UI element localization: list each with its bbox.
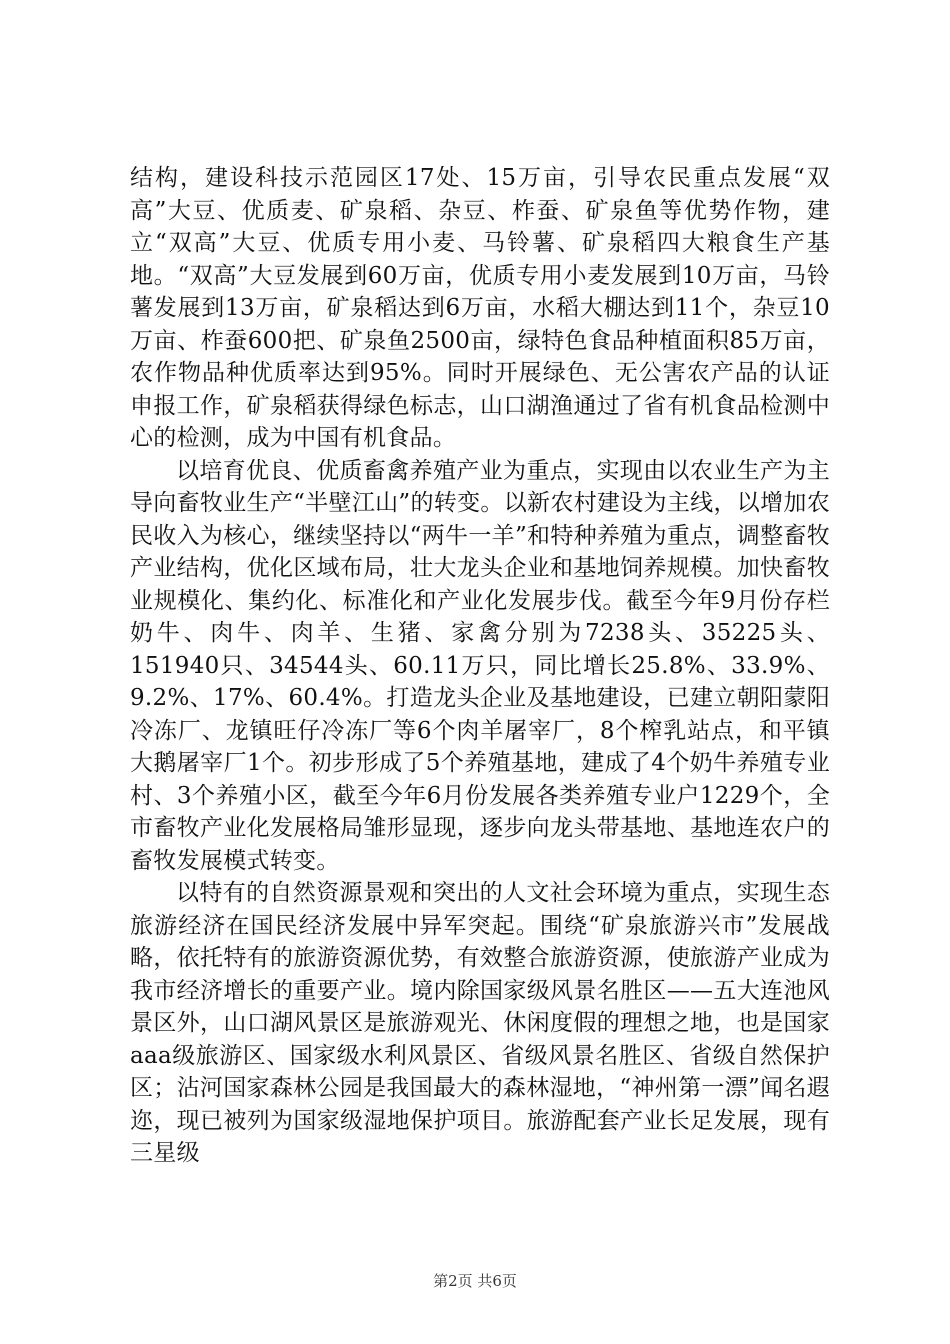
paragraph-1: 结构，建设科技示范园区17处、15万亩，引导农民重点发展“双高”大豆、优质麦、矿泉稻、杂豆、柞蚕、矿泉鱼等优势作物，建立“双高”大豆、优质专用小麦、马铃薯、矿泉稻四大粮食生产基地。“双高”大豆发展到60万亩，优质专用小麦发展到10万亩，马铃薯发展到13万亩，矿泉稻达到6万亩，水稻大棚达到11个，杂豆10万亩、柞蚕600把、矿泉鱼2500亩，绿特色食品种植面积85万亩，农作物品种优质率达到95%。同时开展绿色、无公害农产品的认证申报工作，矿泉稻获得绿色标志，山口湖渔通过了省有机食品检测中心的检测，成为中国有机食品。 xyxy=(130,165,830,451)
page-footer: 第2页 共6页 xyxy=(433,1272,517,1290)
document-body xyxy=(130,162,830,1170)
paragraph-2: 以培育优良、优质畜禽养殖产业为重点，实现由以农业生产为主导向畜牧业生产“半壁江山”的转变。以新农村建设为主线，以增加农民收入为核心，继续坚持以“两牛一羊”和特种养殖为重点，调整畜牧产业结构，优化区域布局，壮大龙头企业和基地饲养规模。加快畜牧业规模化、集约化、标准化和产业化发展步伐。截至今年9月份存栏奶牛、肉牛、肉羊、生猪、家禽分别为7238头、35225头、151940只、34544头、60.11万只，同比增长25.8%、33.9%、9.2%、17%、60.4%。打造龙头企业及基地建设，已建立朝阳蒙阳冷冻厂、龙镇旺仔冷冻厂等6个肉羊屠宰厂，8个榨乳站点，和平镇大鹅屠宰厂1个。初步形成了5个养殖基地，建成了4个奶牛养殖专业村、3个养殖小区，截至今年6月份发展各类养殖专业户1229个，全市畜牧产业化发展格局雏形显现，逐步向龙头带基地、基地连农户的畜牧发展模式转变。 xyxy=(130,457,830,874)
paragraph-3: 以特有的自然资源景观和突出的人文社会环境为重点，实现生态旅游经济在国民经济发展中异军突起。围绕“矿泉旅游兴市”发展战略，依托特有的旅游资源优势，有效整合旅游资源，使旅游产业成为我市经济增长的重要产业。境内除国家级风景名胜区——五大连池风景区外，山口湖风景区是旅游观光、休闲度假的理想之地，也是国家aaa级旅游区、国家级水利风景区、省级风景名胜区、省级自然保护区；沾河国家森林公园是我国最大的森林湿地，“神州第一漂”闻名遐迩，现已被列为国家级湿地保护项目。旅游配套产业长足发展，现有三星级 xyxy=(130,880,830,1166)
